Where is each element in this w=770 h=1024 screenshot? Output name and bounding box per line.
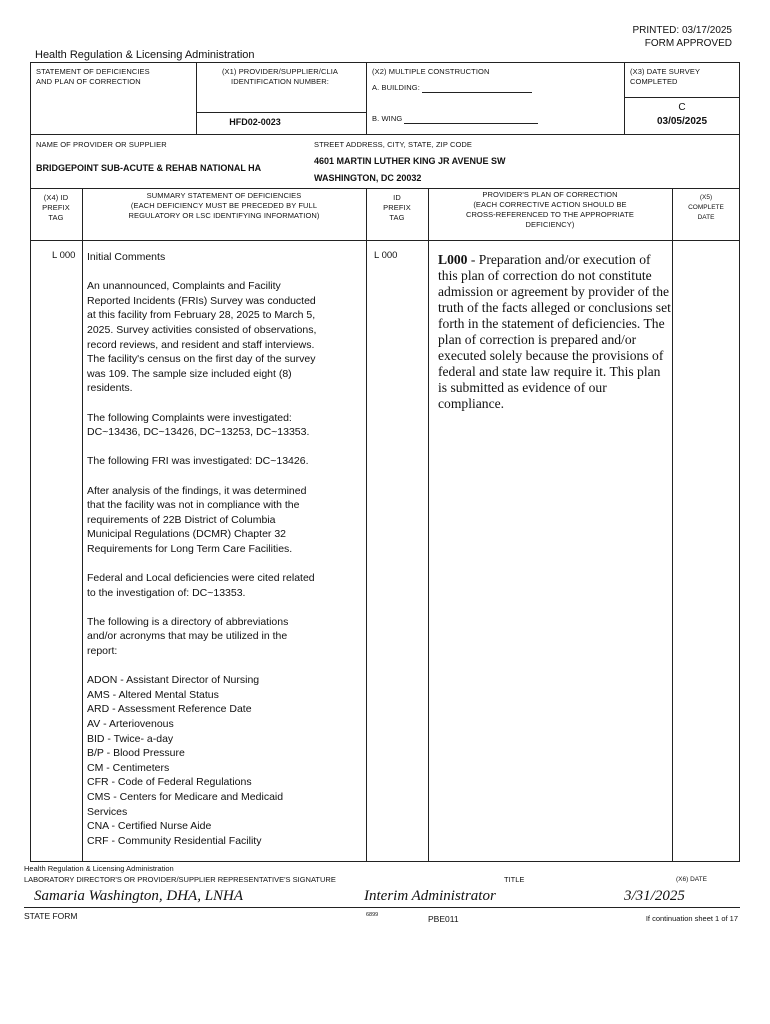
form-code: 6899 xyxy=(366,912,379,918)
paragraph-5: Federal and Local deficiencies were cited related to the investigation of: DC~13353. xyxy=(87,572,315,599)
wing-field xyxy=(372,114,538,124)
plan-of-correction xyxy=(438,252,672,412)
abbreviation-item: CMS - Centers for Medicare and Medicaid Services xyxy=(87,790,284,818)
title-label: TITLE xyxy=(504,875,525,884)
left-prefix-tag: L 000 xyxy=(52,250,76,261)
provider-name-label: NAME OF PROVIDER OR SUPPLIER xyxy=(36,140,167,149)
date-value: 3/31/2025 xyxy=(624,888,685,904)
street-line2: WASHINGTON, DC 20032 xyxy=(314,173,422,183)
abbreviation-item: ARD - Assessment Reference Date xyxy=(87,703,252,716)
x2-label: (X2) MULTIPLE CONSTRUCTION xyxy=(372,67,490,76)
continuation-sheet: If continuation sheet 1 of 17 xyxy=(645,914,738,923)
date-label: (X6) DATE xyxy=(676,876,707,883)
street-line1: 4601 MARTIN LUTHER KING JR AVENUE SW xyxy=(314,156,506,166)
paragraph-2: The following Complaints were investigated: DC~13436, DC~13426, DC~13253, DC~13353. xyxy=(87,411,310,439)
building-label: A. BUILDING: xyxy=(372,83,420,92)
abbreviation-item: CM - Centimeters xyxy=(87,761,170,774)
abbreviation-item: CFR - Code of Federal Regulations xyxy=(87,776,252,789)
abbreviation-item: AV - Arteriovenous xyxy=(87,718,174,730)
right-prefix-tag: L 000 xyxy=(374,250,398,261)
paragraph-6: The following is a directory of abbreviations and/or acronyms that may be utilized in the report: xyxy=(87,615,289,658)
header-right xyxy=(633,24,733,50)
abbreviation-item: B/P - Blood Pressure xyxy=(87,747,185,760)
printed-date: PRINTED: 03/17/2025 xyxy=(632,25,732,36)
paragraph-4: After analysis of the findings, it was determined that the facility was not in compliance with the requirements of 22B District of Columbia Municipal Regulations (DCMR) Chapter 32 Requirements for Long Term Care Facilities. xyxy=(87,484,307,555)
x1-value: HFD02-0023 xyxy=(229,117,281,127)
summary-statement xyxy=(87,250,363,848)
paragraph-3: The following FRI was investigated: DC~13426. xyxy=(87,455,309,468)
wing-label: B. WING xyxy=(372,114,403,123)
statement-label: STATEMENT OF DEFICIENCIES AND PLAN OF CORRECTION xyxy=(36,67,150,86)
col-id: ID PREFIX TAG xyxy=(383,193,411,222)
signature-label: LABORATORY DIRECTOR'S OR PROVIDER/SUPPLIER REPRESENTATIVE'S SIGNATURE xyxy=(24,875,336,884)
abbreviation-item: CNA - Certified Nurse Aide xyxy=(87,820,212,833)
col-x5: (X5) COMPLETE DATE xyxy=(688,194,724,221)
paragraph-1: An unannounced, Complaints and Facility Reported Incidents (FRIs) Survey was conducted at this facility from February 28, 2025 to March 5, 2025. Survey activities consisted of observations, record reviews, and resident and staff interviews. The facility's census on the first day of the survey was 109. The sample size included eight (8) residents. xyxy=(87,280,317,395)
x3-date: 03/05/2025 xyxy=(656,116,708,127)
footer-agency: Health Regulation & Licensing Administration xyxy=(24,864,174,873)
agency-name: Health Regulation & Licensing Administration xyxy=(35,49,255,61)
initial-comments-title: Initial Comments xyxy=(87,251,166,263)
x3-label: (X3) DATE SURVEY COMPLETED xyxy=(630,67,701,86)
col-plan: PROVIDER'S PLAN OF CORRECTION (EACH CORRECTIVE ACTION SHOULD BE CROSS-REFERENCED TO THE APPROPRIATE DEFICIENCY) xyxy=(466,190,634,229)
abbreviation-list xyxy=(87,673,363,848)
provider-name: BRIDGEPOINT SUB-ACUTE & REHAB NATIONAL HA xyxy=(36,163,262,173)
abbreviation-item: AMS - Altered Mental Status xyxy=(87,688,219,701)
form-approved: FORM APPROVED xyxy=(644,38,732,49)
abbreviation-item: ADON - Assistant Director of Nursing xyxy=(87,674,260,687)
event-id: PBE011 xyxy=(428,914,459,924)
title-value: Interim Administrator xyxy=(364,888,496,904)
building-field xyxy=(372,83,532,93)
abbreviation-item: CRF - Community Residential Facility xyxy=(87,834,262,847)
x1-label: (X1) PROVIDER/SUPPLIER/CLIA IDENTIFICATION NUMBER: xyxy=(221,67,339,86)
col-x4: (X4) ID PREFIX TAG xyxy=(42,193,70,222)
abbreviation-item: BID - Twice- a-day xyxy=(87,732,174,745)
street-label: STREET ADDRESS, CITY, STATE, ZIP CODE xyxy=(314,140,473,149)
col-summary: SUMMARY STATEMENT OF DEFICIENCIES (EACH DEFICIENCY MUST BE PRECEDED BY FULL REGULATORY OR LSC IDENTIFYING INFORMATION) xyxy=(128,191,320,220)
signature-value: Samaria Washington, DHA, LNHA xyxy=(34,888,244,904)
plan-tag: L000 xyxy=(438,252,468,267)
x3-code: C xyxy=(678,102,686,113)
plan-text: - Preparation and/or execution of this plan of correction do not constitute admission or agreement by provider of the truth of the facts alleged or conclusions set forth in the statement of deficiencies. The plan of correction is prepared and/or executed solely because the provisions of federal and state law require it. This plan is submitted as evidence of our compliance. xyxy=(438,252,671,411)
state-form-label: STATE FORM xyxy=(24,911,78,921)
